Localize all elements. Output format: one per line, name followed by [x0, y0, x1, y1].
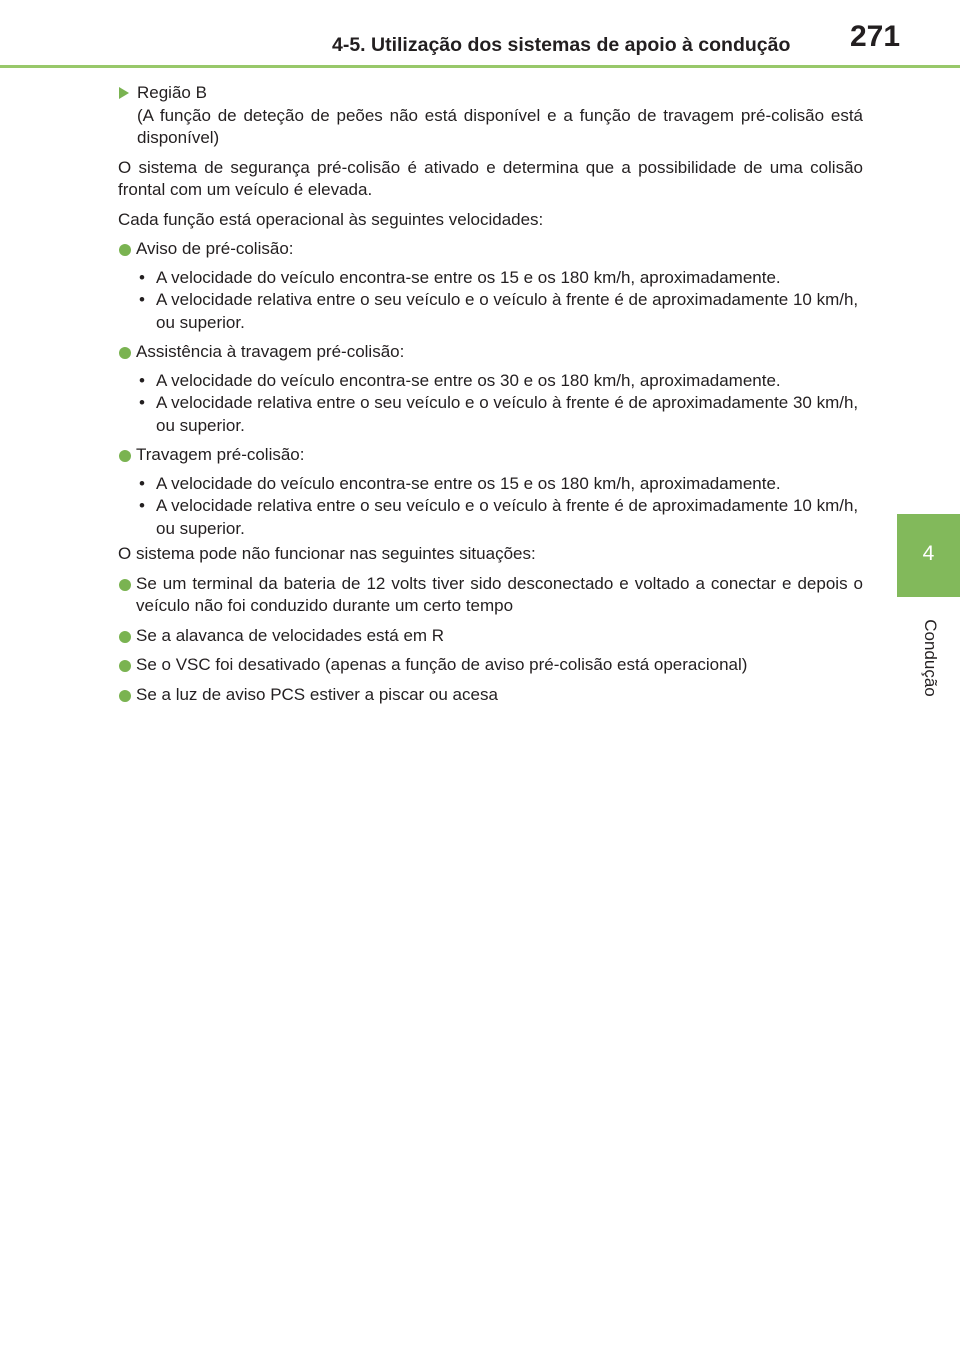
function-item-warning	[118, 238, 863, 261]
condition-text: A velocidade relativa entre o seu veículo e o veículo à frente é de aproximadamente 30 km/h, ou superior.	[156, 393, 859, 435]
condition-text: A velocidade do veículo encontra-se entre os 30 e os 180 km/h, aproximadamente.	[156, 370, 781, 390]
region-b-title: Região B	[137, 83, 207, 102]
limitation-text: Se o VSC foi desativado (apenas a função de aviso pré-colisão está operacional)	[136, 655, 748, 674]
limitation-text: Se a alavanca de velocidades está em R	[136, 625, 445, 645]
condition-text: A velocidade do veículo encontra-se entre os 15 e os 180 km/h, aproximadamente.	[156, 473, 781, 493]
function-item-brake-assist	[118, 341, 863, 364]
page-header	[0, 0, 960, 72]
region-b-block	[118, 82, 863, 150]
function-title: Aviso de pré-colisão:	[136, 239, 294, 258]
chapter-number: 4	[922, 542, 935, 565]
page-number: 271	[850, 20, 901, 53]
sub-bullet-mark: •	[139, 267, 145, 287]
page-content	[118, 82, 863, 706]
circle-bullet-icon	[119, 347, 131, 359]
sub-bullet-mark: •	[139, 473, 145, 493]
section-title: 4-5. Utilização dos sistemas de apoio à condução	[332, 34, 791, 56]
sub-bullet-mark: •	[139, 496, 145, 515]
sub-bullet-mark: •	[139, 290, 145, 309]
condition-list	[118, 267, 863, 335]
speeds-intro: Cada função está operacional às seguintes velocidades:	[118, 209, 544, 229]
condition-item	[118, 495, 863, 540]
condition-text: A velocidade relativa entre o seu veículo e o veículo à frente é de aproximadamente 10 km/h, ou superior.	[156, 290, 859, 332]
sub-bullet-mark: •	[139, 370, 145, 390]
condition-item	[118, 370, 863, 393]
limitation-item	[118, 654, 863, 677]
region-b-description: (A função de deteção de peões não está disponível e a função de travagem pré-colisão está disponível)	[137, 105, 863, 147]
circle-bullet-icon	[119, 244, 131, 256]
header-divider	[0, 65, 960, 68]
limitation-text: Se um terminal da bateria de 12 volts tiver sido desconectado e voltado a conectar e depois o veículo não foi conduzido durante um certo tempo	[136, 573, 863, 615]
chapter-label: Condução	[921, 619, 940, 697]
circle-bullet-icon	[119, 690, 131, 702]
intro-paragraph: O sistema de segurança pré-colisão é ativado e determina que a possibilidade de uma colisão frontal com um veículo é elevada.	[118, 157, 863, 199]
condition-text: A velocidade do veículo encontra-se entre os 15 e os 180 km/h, aproximadamente.	[156, 267, 781, 287]
limitation-item	[118, 625, 863, 648]
function-title: Travagem pré-colisão:	[136, 445, 305, 464]
condition-item	[118, 289, 863, 334]
circle-bullet-icon	[119, 631, 131, 643]
limitations-intro: O sistema pode não funcionar nas seguintes situações:	[118, 544, 536, 563]
circle-bullet-icon	[119, 579, 131, 591]
condition-list	[118, 370, 863, 438]
condition-list	[118, 473, 863, 541]
limitation-item	[118, 684, 863, 707]
limitation-item	[118, 573, 863, 618]
triangle-bullet-icon	[119, 87, 129, 99]
condition-item	[118, 473, 863, 496]
sub-bullet-mark: •	[139, 393, 145, 412]
circle-bullet-icon	[119, 450, 131, 462]
function-title: Assistência à travagem pré-colisão:	[136, 342, 405, 361]
circle-bullet-icon	[119, 660, 131, 672]
chapter-tab	[897, 514, 960, 597]
condition-text: A velocidade relativa entre o seu veículo e o veículo à frente é de aproximadamente 10 km/h, ou superior.	[156, 496, 859, 538]
condition-item	[118, 392, 863, 437]
function-item-braking	[118, 444, 863, 467]
limitation-text: Se a luz de aviso PCS estiver a piscar ou acesa	[136, 684, 498, 704]
condition-item	[118, 267, 863, 290]
